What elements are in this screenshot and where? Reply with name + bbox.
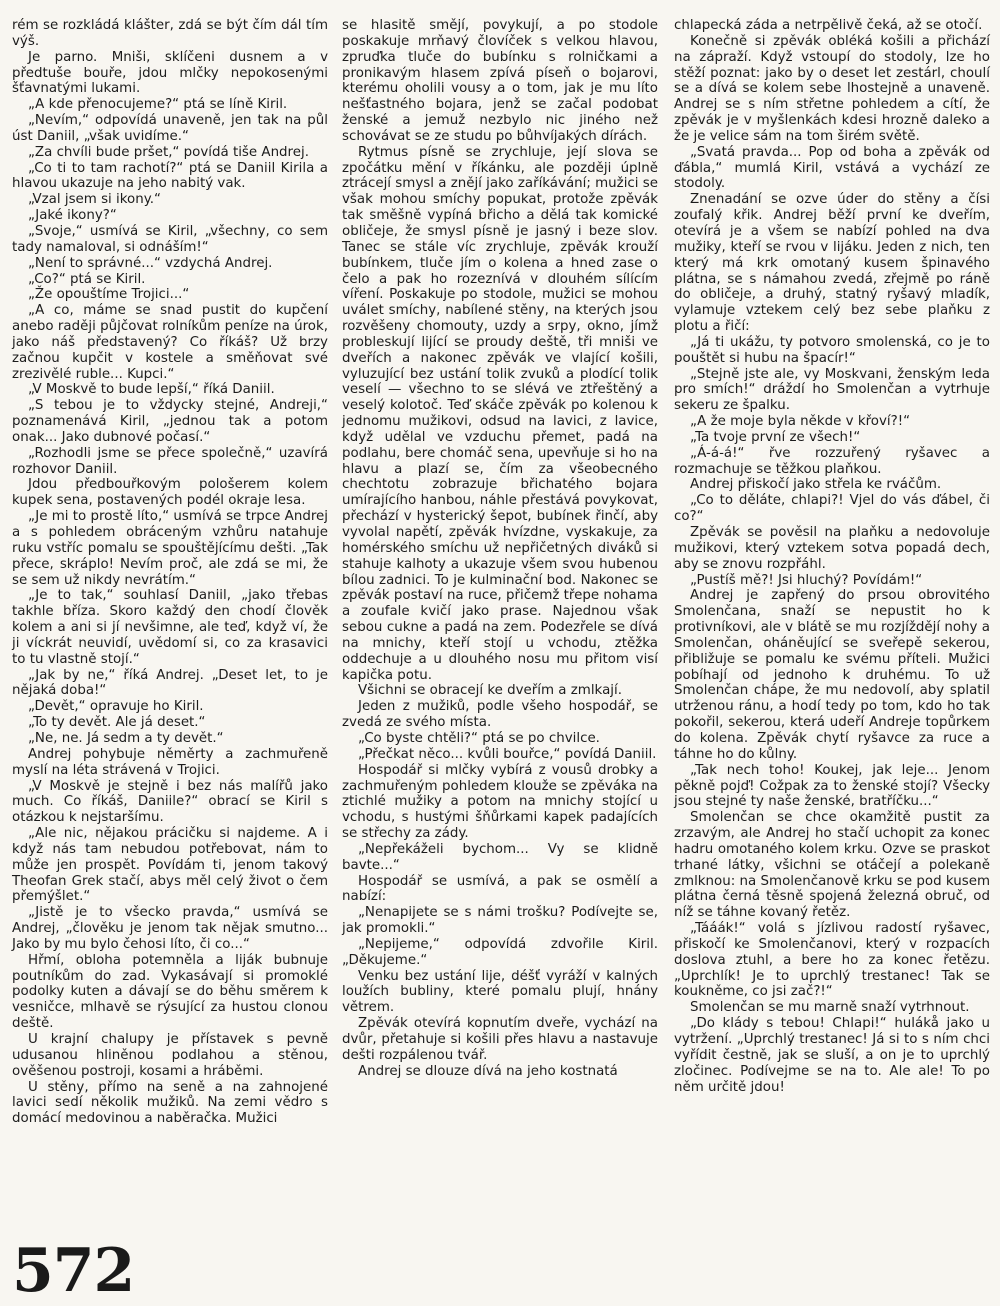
paragraph: rém se rozkládá klášter, zdá se být čím dál tím výš.: [12, 18, 328, 49]
paragraph: „Co?“ ptá se Kiril.: [28, 271, 146, 287]
paragraph: chlapecká záda a netrpělivě čeká, až se otočí.: [674, 18, 983, 33]
paragraph: „Co byste chtěli?“ ptá se po chvilce.: [358, 730, 600, 746]
paragraph: „S tebou je to vždycky stejné, Andreji,“ poznamenává Kiril, „jednou tak a potom onak... Jako dubnové počasí.“: [12, 398, 328, 445]
paragraph: „Pustíš mě?! Jsi hluchý? Povídám!“: [690, 572, 923, 588]
paragraph: Hospodář se usmívá, a pak se osmělí a nabízí:: [342, 873, 658, 905]
text-column-2: [342, 18, 658, 1080]
paragraph: Všichni se obracejí ke dveřím a zmlkají.: [358, 683, 622, 699]
paragraph: „A kde přenocujeme?“ ptá se líně Kiril.: [28, 97, 288, 113]
paragraph: Andrej přiskočí jako střela ke rváčům.: [690, 477, 942, 493]
paragraph: „Ale nic, nějakou prácičku si najdeme. A i když nás tam nebudou potřebovat, nám to může jen prospět. Povídám ti, jenom takový Theofan Grek stačí, abys měl celý život o čem přemýšlet.“: [12, 826, 328, 905]
paragraph: „Tááák!“ volá s jízlivou radostí ryšavec, přiskočí ke Smolenčanovi, který v rozpacích doslova ztuhl, a bere ho za konec řetězu. „Uprchlík! Je to uprchlý trestanec! Tak se koukněme, co jsi zač?!“: [674, 921, 990, 1000]
paragraph: Hřmí, obloha potemněla a liják bubnuje poutníkům do zad. Vykasávají si promoklé podolky kuten a dávají se do běhu směrem k vesničce, mlhavě se rýsující za hustou clonou deště.: [12, 952, 328, 1032]
text-column-3: [674, 18, 990, 1095]
paragraph: „V Moskvě je stejně i bez nás malířů jako much. Co říkáš, Daniile?“ obrací se Kiril s otázkou k nejstaršímu.: [12, 778, 328, 826]
paragraph: „Jistě je to všecko pravda,“ usmívá se Andrej, „člověku je jenom tak nějak smutno... Jako by mu bylo čehosi líto, či co...“: [12, 905, 328, 952]
paragraph: „Nepřekáželi bychom... Vy se klidně bavte...“: [342, 841, 658, 873]
paragraph: „Svoje,“ usmívá se Kiril, „všechny, co sem tady namaloval, si odnáším!“: [12, 223, 328, 255]
paragraph: Jeden z mužiků, podle všeho hospodář, se zvedá ze svého místa.: [342, 699, 658, 731]
paragraph: „Stejně jste ale, vy Moskvani, ženským leda pro smích!“ dráždí ho Smolenčan a vytrhuje sekeru ze špalku.: [674, 366, 990, 414]
paragraph: U krajní chalupy je přístavek s pevně udusanou hliněnou podlahou a stěnou, ověšenou postroji, kosami a hráběmi.: [12, 1032, 328, 1079]
paragraph: „Nevím,“ odpovídá unaveně, jen tak na půl úst Daniil, „však uvidíme.“: [12, 113, 328, 144]
paragraph: „Nenapijete se s námi trošku? Podívejte se, jak promokli.“: [342, 905, 658, 937]
paragraph: „To ty devět. Ale já deset.“: [28, 715, 206, 731]
paragraph: „V Moskvě to bude lepší,“ říká Daniil.: [28, 382, 275, 398]
paragraph: „Jak by ne,“ říká Andrej. „Deset let, to je nějaká doba!“: [12, 667, 328, 699]
paragraph: Andrej je zapřený do prsou obrovitého Smolenčana, snaží se nepustit ho k protivníkovi, ale v blátě se mu rozjíždějí nohy a Smolenčan, oháněující se sveřepě sekerou, přibližuje se pomalu ke svému příteli. Mužici pobíhají od jednoho k druhému. To už Smolenčan chápe, že mu nedovolí, aby splatil utrženou ránu, a hodí tedy po tom, kdo ho tak pokořil, sekerou, která udeří Andreje topůrkem do kolena. Zpěvák chytí ryšavce za ruce a táhne ho do kůlny.: [674, 588, 990, 762]
paragraph: Konečně si zpěvák obléká košili a přichází na zápraží. Když vstoupí do stodoly, lze ho stěží poznat: jako by o deset let zestárl, choulí se a dívá se kolem sebe lhostejně a unaveně. Andrej se s ním střetne pohledem a cítí, že zpěvák je v myšlenkách kdesi hrozně daleko a že je velice sám na tom širém světě.: [674, 33, 990, 144]
paragraph: „Přečkat něco... kvůli bouřce,“ povídá Daniil.: [358, 746, 657, 762]
paragraph: „Co ti to tam rachotí?“ ptá se Daniil Kirila a hlavou ukazuje na jeho nabitý vak.: [12, 160, 328, 192]
paragraph: „Svatá pravda... Pop od boha a zpěvák od ďábla,“ mumlá Kiril, vstává a vychází ze stodoly.: [674, 144, 990, 192]
paragraph: „Tak nech toho! Koukej, jak leje... Jenom pěkně pojď! Cožpak za to ženské stojí? Všecky jsou stejné ty naše ženské, bratříčku...“: [674, 762, 990, 810]
paragraph: Zpěvák otevírá kopnutím dveře, vychází na dvůr, přetahuje si košili přes hlavu a nastavuje dešti rozpálenou tvář.: [342, 1016, 658, 1063]
paragraph: se hlasitě smějí, povykují, a po stodole poskakuje mrňavý človíček s velkou hlavou, zpruďka tluče do bubínku s rolničkami a pronikavým hlasem zpívá píseň o bojarovi, kterému oholili vousy a o tom, jak je mu líto nešťastného bojara, jenž se začal podobat ženské a jemuž nezbylo nic jiného než schovávat se ze studu po bůhvíjakých dírách.: [342, 18, 658, 144]
paragraph: „Jaké ikony?“: [28, 208, 117, 224]
paragraph: Andrej pohybuje něměrty a zachmuřeně myslí na léta strávená v Trojici.: [12, 746, 328, 778]
paragraph: „A že moje byla někde v křoví?!“: [690, 414, 911, 430]
paragraph: „Není to správné...“ vzdychá Andrej.: [28, 255, 273, 271]
paragraph: „Já ti ukážu, ty potvoro smolenská, co je to pouštět si hubu na špacír!“: [674, 334, 990, 366]
paragraph: Jdou předbouřkovým pološerem kolem kupek sena, postavených podél okraje lesa.: [12, 477, 328, 509]
paragraph: Smolenčan se chce okamžitě pustit za zrzavým, ale Andrej ho stačí uchopit za konec hadru omotaného kolem krku. Ozve se praskot trhané látky, všichni se otáčejí a polekaně zmlknou: na Smolenčanově krku se pod kusem plátna černá těsně spojená železná obruč, od níž se táhne kovaný řetěz.: [674, 810, 990, 921]
text-column-1: [12, 18, 328, 1127]
paragraph: „Nepijeme,“ odpovídá zdvořile Kiril. „Děkujeme.“: [342, 936, 658, 968]
paragraph: „Rozhodli jsme se přece společně,“ uzavírá rozhovor Daniil.: [12, 445, 328, 477]
page-number: 572: [12, 1236, 135, 1306]
paragraph: Venku bez ustání lije, déšť vyráží v kalných loužích bubliny, které pomalu plují, hnány větrem.: [342, 968, 658, 1016]
paragraph: Hospodář si mlčky vybírá z vousů drobky a zachmuřeným pohledem klouže se zpěváka na ztichlé mužiky a potom na mnichy stojící u vchodu, s hustými šňůrkami kapek padajících se střechy za zády.: [342, 762, 658, 842]
paragraph: „Ne, ne. Já sedm a ty devět.“: [28, 730, 224, 746]
paragraph: „Devět,“ opravuje ho Kiril.: [28, 699, 204, 715]
paragraph: Andrej se dlouze dívá na jeho kostnatá: [358, 1063, 618, 1079]
paragraph: „Do klády s tebou! Chlapi!“ hulákå jako u vytržení. „Uprchlý trestanec! Já si to s ním chci vyřídit čestně, jak se sluší, a on je to uprchlý zločinec. Podívejme se na to. Ale ale! To po něm určitě jdou!: [674, 1016, 990, 1095]
paragraph: „Ta tvoje první ze všech!“: [690, 429, 861, 445]
paragraph: „Co to děláte, chlapi?! Vjel do vás ďábel, či co?“: [674, 493, 990, 525]
paragraph: „Je mi to prostě líto,“ usmívá se trpce Andrej a s pohledem obráceným vzhůru natahuje ruku vstříc pomalu se spouštějícímu dešti. „Tak přece, skráplo! Nevím proč, ale zdá se mi, že se sem už nikdy nevrátím.“: [12, 509, 328, 588]
paragraph: Rytmus písně se zrychluje, její slova se zpočátku mění v říkánku, ale později úplně ztrácejí smysl a znějí jako zaříkávání; mužici se však mohou smíchy popukat, protože zpěvák tak směšně vypíná břicho a dělá tak komické obličeje, že smysl písně je jasný i beze slov. Tanec se stále víc zrychluje, zpěvák krouží bubínkem, tluče jím o kolena a hned zase o čelo a pak ho rozeznívá v dlouhém sílícím víření. Poskakuje po stodole, mužici se mohou uválet smíchy, nabílené stěny, na kterých jsou rozvěšeny chomouty, uzdy a srpy, okno, jímž probleskují lijící se proudy deště, tři mniši ve dveřích a nakonec zpěvák ve vlající košili, vyluzující bez ustání tolik zvuků a plodící tolik veselí — všechno to se slévá ve ztřeštěný a veselý kolotoč. Teď skáče zpěvák po kolenou k jednomu mužikovi, odsud na lavici, z lavice, když udělal ve vzduchu přemet, padá na podlahu, bere chomáč sena, upevňuje si ho na hlavu a plazí se, čím za všeobecného chechtotu zobrazuje břichatého bojara umírajícího hanbou, náhle přestává povykovat, přechází v hysterický šepot, bubínek řinčí, aby vyvolal napětí, zpěvák hvízdne, vyskakuje, za homérského smíchu už nepřičetných diváků si stahuje kalhoty a ukazuje všem svou hubenou bílou zadnici. To je kulminační bod. Nakonec se zpěvák postaví na ruce, přičemž třepe nohama a zoufale kvičí jako prase. Najednou však sebou cukne a padá na zem. Podezřele se dívá na mnichy, kteří stojí u vchodu, ztěžka oddechuje a u dlouhého nosu mu přitom visí kapička potu.: [342, 144, 658, 683]
paragraph: „Á-á-á!“ řve rozzuřený ryšavec a rozmachuje se těžkou plaňkou.: [674, 445, 990, 477]
paragraph: U stěny, přímo na seně a na zahnojené lavici sedí několik mužiků. Na zemi vědro s domácí medovinou a naběračka. Mužici: [12, 1079, 328, 1127]
paragraph: „Že opouštíme Trojici...“: [28, 287, 190, 303]
paragraph: Je parno. Mniši, sklíčeni dusnem a v předtuše bouře, jdou mlčky nepokosenými šťavnatými lukami.: [12, 49, 328, 97]
paragraph: „Je to tak,“ souhlasí Daniil, „jako třebas takhle bříza. Skoro každý den chodí člověk kolem a ani si jí nevšimne, ale teď, když ví, že ji víckrát neuvidí, uvědomí si, co za krasavici to tu vlastně stojí.“: [12, 588, 328, 667]
paragraph: Smolenčan se mu marně snaží vytrhnout.: [690, 1000, 970, 1016]
paragraph: „A co, máme se snad pustit do kupčení anebo raději půjčovat rolníkům peníze na úrok, jako náš představený? Co říkáš? Už brzy začnou kupčit v kostele a směňovat své zrezivělé ruble... Kupci.“: [12, 303, 328, 382]
paragraph: Znenadání se ozve úder do stěny a čísi zoufalý křik. Andrej běží první ke dveřím, otevírá je a všem se nabízí pohled na dva mužiky, kteří se rvou v lijáku. Jeden z nich, ten který má krk omotaný kusem špinavého plátna, se s námahou zvedá, zřejmě po ráně do obličeje, a druhý, statný ryšavý mladík, vylamuje vztekem celý bez sebe plaňku z plotu a řičí:: [674, 192, 990, 335]
paragraph: „Vzal jsem si ikony.“: [28, 192, 161, 208]
paragraph: „Za chvíli bude pršet,“ povídá tiše Andrej.: [28, 144, 309, 160]
paragraph: Zpěvák se pověsil na plaňku a nedovoluje mužikovi, který vztekem sotva popadá dech, aby se znovu rozpřáhl.: [674, 525, 990, 572]
